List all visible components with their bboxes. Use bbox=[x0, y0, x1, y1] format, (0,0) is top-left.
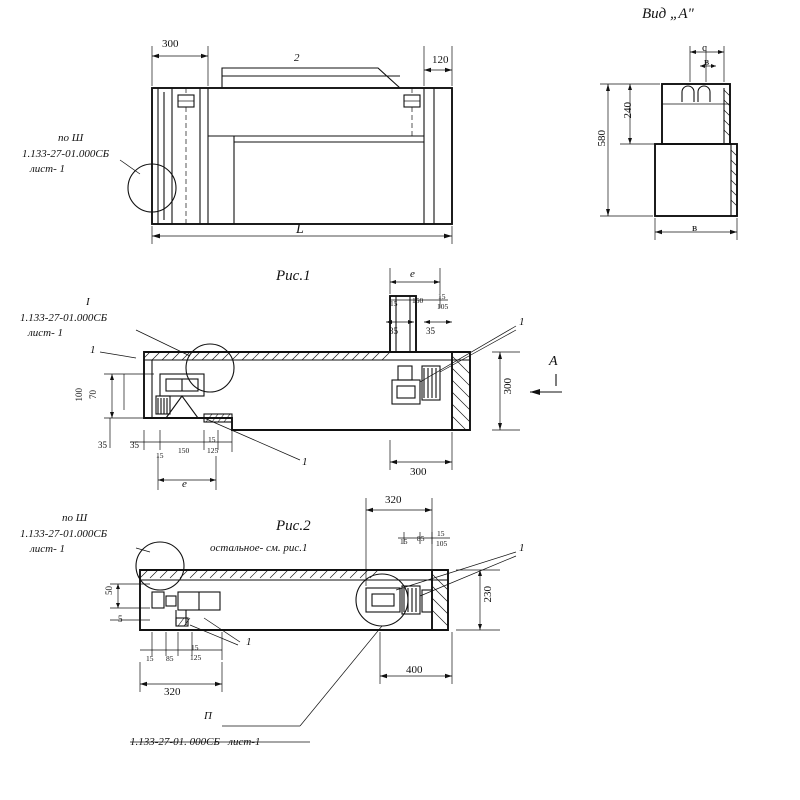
dim-fig1-150a: 150 bbox=[412, 296, 424, 305]
dim-view-a-b-small: в bbox=[704, 56, 710, 68]
dim-fig2-125a: 125 bbox=[190, 653, 202, 662]
callout-4-mark: П bbox=[204, 710, 212, 722]
callout-3-mark: по Ш bbox=[62, 512, 88, 524]
dim-fig2-320-top: 320 bbox=[385, 494, 402, 506]
dim-fig2-15b: 15 bbox=[437, 529, 445, 538]
view-a-title: Вид „А" bbox=[642, 6, 694, 22]
dim-view-a-c: с bbox=[702, 42, 707, 54]
section-arrow-a: А bbox=[549, 354, 558, 369]
figure-2-note: остальное- см. рис.1 bbox=[210, 542, 308, 554]
pos-1-fig1-b: 1 bbox=[302, 456, 308, 468]
dim-view-a-b: в bbox=[692, 222, 698, 234]
figure-1-caption: Рис.1 bbox=[276, 268, 311, 284]
dim-fig1-70: 70 bbox=[88, 390, 98, 399]
callout-1-ref: 1.133-27-01.000СБ bbox=[22, 148, 110, 160]
dim-fig1-35d: 35 bbox=[130, 440, 139, 450]
dim-fig1-300-vert: 300 bbox=[502, 378, 514, 395]
dim-fig2-230: 230 bbox=[482, 586, 494, 603]
pos-1-fig2-b: 1 bbox=[246, 636, 252, 648]
callout-2-mark: I bbox=[86, 296, 90, 308]
callout-4-ref: 1.133-27-01. 000СБ лист-1 bbox=[130, 736, 261, 748]
dim-fig1-100: 100 bbox=[74, 388, 84, 402]
dim-fig1-35a: 35 bbox=[389, 326, 398, 336]
callout-1-sheet: лист- 1 bbox=[30, 163, 66, 175]
dim-fig1-35c: 35 bbox=[98, 440, 107, 450]
dim-fig2-105a: 105 bbox=[436, 539, 448, 548]
view-a-dimensions bbox=[600, 46, 737, 240]
dim-fig1-15c: 15 bbox=[156, 451, 164, 460]
dim-fig1-125a: 125 bbox=[207, 446, 219, 455]
dim-fig1-15a: 15 bbox=[390, 299, 398, 308]
callout-3-sheet: лист- 1 bbox=[30, 543, 66, 555]
dim-fig1-150b: 150 bbox=[178, 446, 190, 455]
callout-1-mark: по Ш bbox=[58, 132, 84, 144]
pos-1-fig1-c: 1 bbox=[90, 344, 96, 356]
callout-2-ref: 1.133-27-01.000СБ bbox=[20, 312, 108, 324]
dim-fig1-105a: 105 bbox=[437, 302, 449, 311]
dim-fig1-15b: 15 bbox=[438, 292, 446, 301]
pos-number-2: 2 bbox=[294, 52, 300, 64]
view-a-geometry bbox=[655, 84, 737, 216]
dim-fig2-15a: 15 bbox=[400, 537, 408, 546]
dim-fig2-5: 5 bbox=[118, 614, 123, 624]
dim-fig1-300-horiz: 300 bbox=[410, 466, 427, 478]
dim-fig2-85a: 85 bbox=[417, 534, 425, 543]
dim-fig1-35b: 35 bbox=[426, 326, 435, 336]
dim-view-a-240: 240 bbox=[622, 102, 634, 119]
dim-fig2-15d: 15 bbox=[191, 643, 199, 652]
dim-fig2-85b: 85 bbox=[166, 654, 174, 663]
dim-fig2-15c: 15 bbox=[146, 654, 154, 663]
dim-view-a-580: 580 bbox=[596, 130, 608, 147]
pos-1-fig2-a: 1 bbox=[519, 542, 525, 554]
dim-top-120: 120 bbox=[432, 54, 449, 66]
dim-top-300: 300 bbox=[162, 38, 179, 50]
figure-2-caption: Рис.2 bbox=[276, 518, 311, 534]
top-view-geometry bbox=[120, 68, 452, 224]
callout-2-sheet: лист- 1 bbox=[28, 327, 64, 339]
pos-1-fig1-a: 1 bbox=[519, 316, 525, 328]
dim-fig2-50: 50 bbox=[104, 586, 114, 595]
dim-fig1-e-bottom: е bbox=[182, 478, 187, 490]
dim-length-L: L bbox=[296, 222, 304, 237]
dim-fig2-320-bottom: 320 bbox=[164, 686, 181, 698]
callout-3-ref: 1.133-27-01.000СБ bbox=[20, 528, 108, 540]
dim-fig1-15d: 15 bbox=[208, 435, 216, 444]
dim-fig2-400: 400 bbox=[406, 664, 423, 676]
fig1-geometry bbox=[100, 296, 562, 460]
dim-fig1-e-top: е bbox=[410, 268, 415, 280]
